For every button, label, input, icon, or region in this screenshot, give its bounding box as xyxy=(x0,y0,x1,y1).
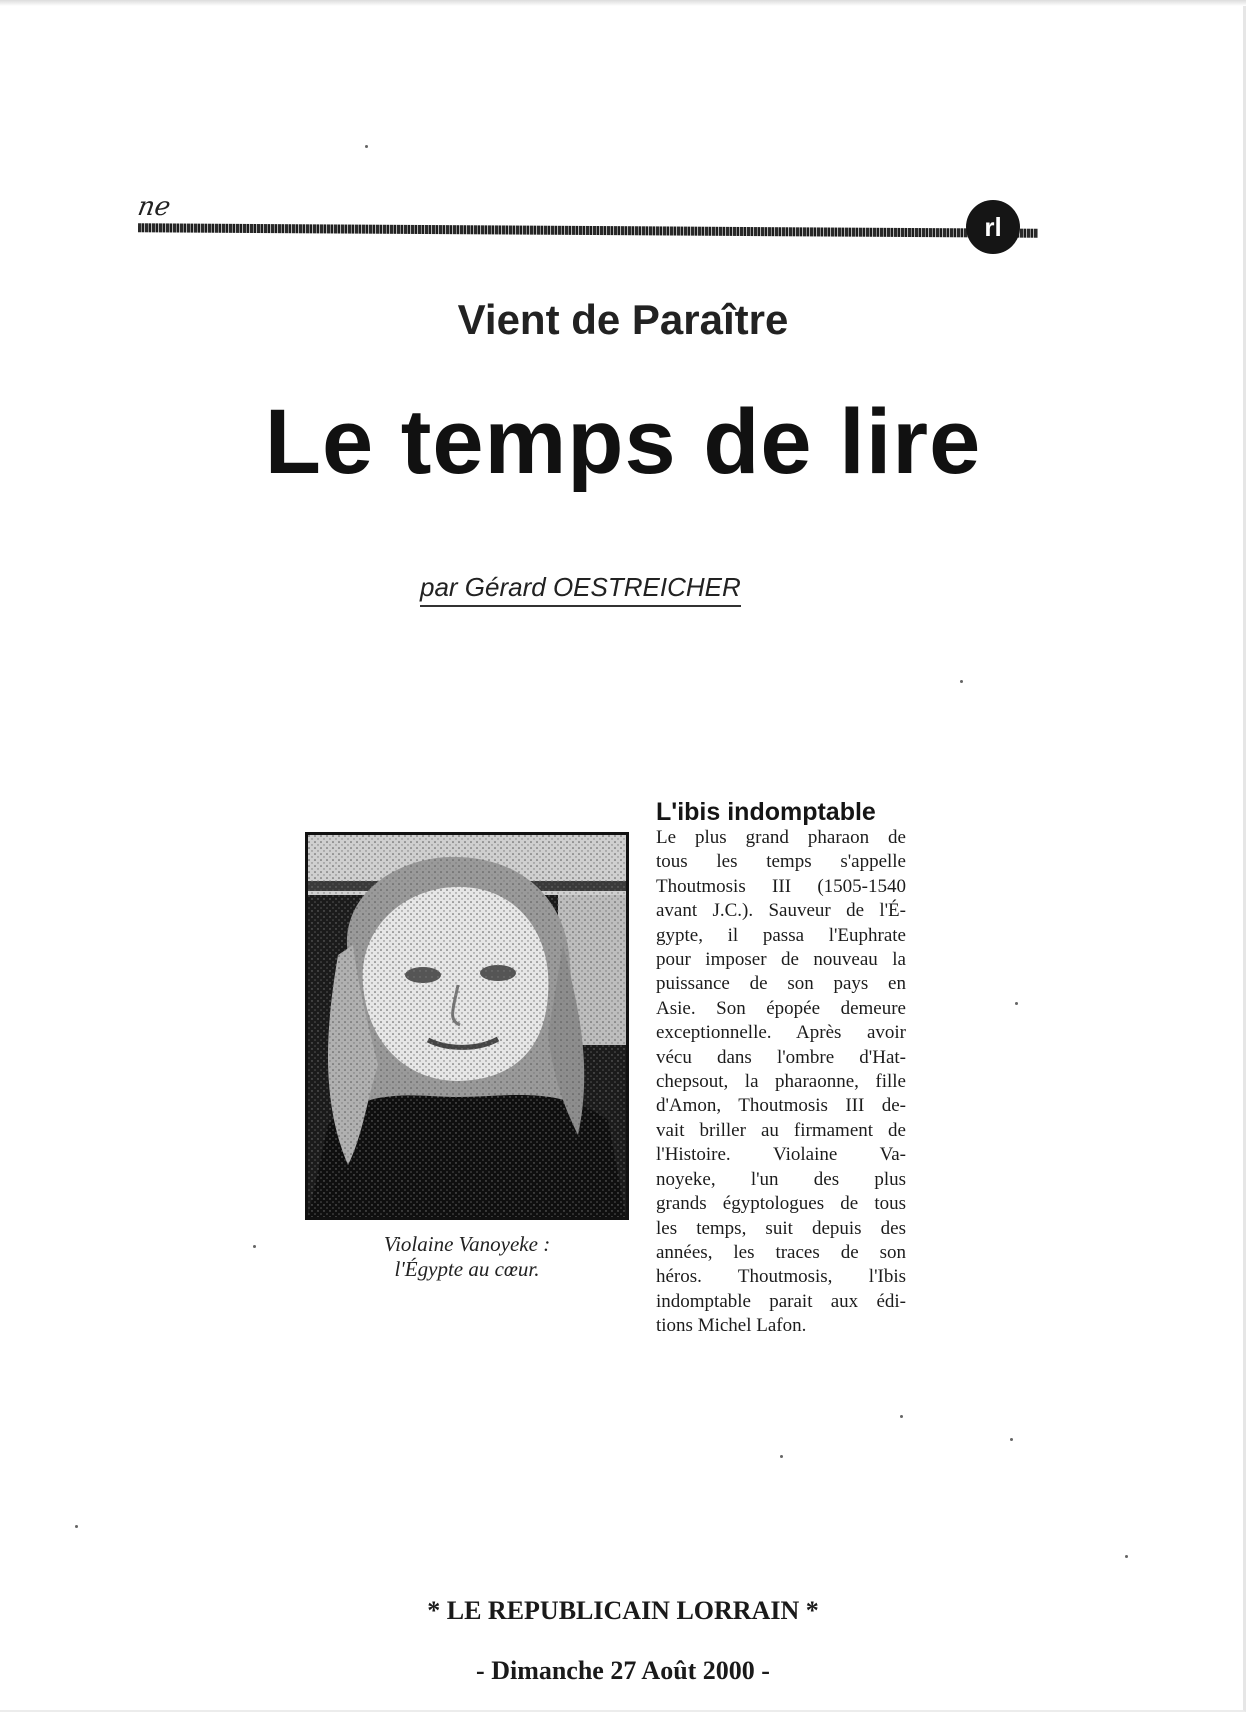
body-line: pour imposer de nouveau la xyxy=(656,949,906,971)
body-line: vécu dans l'ombre d'Hat- xyxy=(656,1046,906,1068)
body-line: exceptionnelle. Après avoir xyxy=(656,1022,906,1044)
body-line: l'Histoire. Violaine Va- xyxy=(656,1144,906,1166)
scan-speck xyxy=(253,1245,256,1248)
scan-speck xyxy=(1010,1438,1013,1441)
caption-line: l'Égypte au cœur. xyxy=(394,1257,540,1281)
body-line: vait briller au firmament de xyxy=(656,1119,906,1141)
body-line: tous les temps s'appelle xyxy=(656,851,906,873)
headline: Le temps de lire xyxy=(264,391,982,493)
body-line: noyeke, l'un des plus xyxy=(656,1168,906,1190)
scan-speck xyxy=(365,145,368,148)
section-title: L'ibis indomptable xyxy=(656,798,876,826)
scan-speck xyxy=(900,1415,903,1418)
body-line: grands égyptologues de tous xyxy=(656,1193,906,1215)
body-line: avant J.C.). Sauveur de l'É- xyxy=(656,900,906,922)
scan-speck xyxy=(780,1455,783,1458)
body-line: chepsout, la pharaonne, fille xyxy=(656,1071,906,1093)
scan-speck xyxy=(1125,1555,1128,1558)
article-body xyxy=(656,826,906,1339)
body-line: d'Amon, Thoutmosis III de- xyxy=(656,1095,906,1117)
scan-speck xyxy=(960,680,963,683)
top-left-mark: ne xyxy=(135,192,173,222)
body-line: tions Michel Lafon. xyxy=(656,1315,807,1337)
author-photo xyxy=(305,832,629,1220)
body-line: indomptable parait aux édi- xyxy=(656,1290,906,1312)
body-line: héros. Thoutmosis, l'Ibis xyxy=(656,1266,906,1288)
kicker: Vient de Paraître xyxy=(457,296,789,343)
publication-date: - Dimanche 27 Août 2000 - xyxy=(476,1656,770,1685)
body-line: années, les traces de son xyxy=(656,1241,906,1263)
scan-top-shadow xyxy=(0,0,1246,6)
scan-speck xyxy=(1015,1002,1018,1005)
body-line: gypte, il passa l'Euphrate xyxy=(656,924,906,946)
newspaper-source: * LE REPUBLICAIN LORRAIN * xyxy=(427,1596,819,1625)
body-line: puissance de son pays en xyxy=(656,973,906,995)
byline: par Gérard OESTREICHER xyxy=(420,572,741,607)
body-line: Asie. Son épopée demeure xyxy=(656,997,906,1019)
caption-line: Violaine Vanoyeke : xyxy=(383,1232,551,1256)
photo-caption xyxy=(300,1232,634,1282)
body-line: Thoutmosis III (1505-1540 xyxy=(656,875,906,897)
scan-speck xyxy=(75,1525,78,1528)
newspaper-logo: rl xyxy=(966,200,1020,254)
body-line: Le plus grand pharaon de xyxy=(656,827,906,848)
body-line: les temps, suit depuis des xyxy=(656,1217,906,1239)
